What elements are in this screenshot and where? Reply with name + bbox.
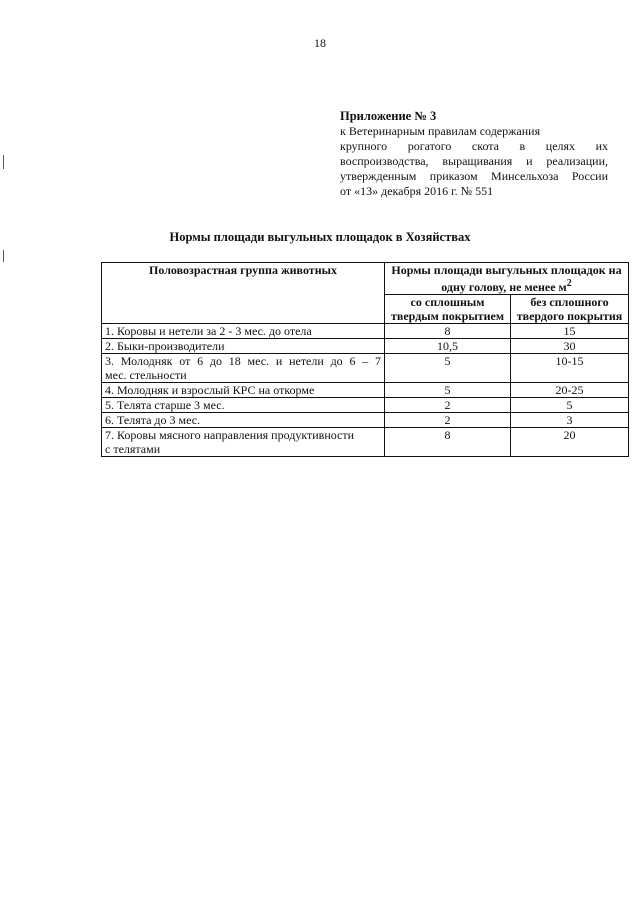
appendix-line-3: воспроизводства, выращивания и реализации, — [340, 154, 608, 168]
header-norms: Нормы площади выгульных площадок на одну голову, не менее $м^2$ — [385, 263, 629, 295]
row-7-nonsolid: 20 — [511, 428, 629, 457]
table-row — [102, 324, 629, 339]
header-solid: со сплошным твердым покрытием — [385, 295, 511, 324]
row-7-group — [102, 428, 385, 457]
page-number: 18 — [314, 36, 326, 50]
row-2-nonsolid: 30 — [511, 339, 629, 354]
row-3-nonsolid: 10-15 — [511, 354, 629, 383]
document-title: Нормы площади выгульных площадок в Хозяйствах — [169, 230, 471, 244]
row-7-group-line-2: с телятами — [105, 442, 161, 456]
row-5-nonsolid: 5 — [511, 398, 629, 413]
appendix-title: Приложение № 3 — [340, 109, 437, 123]
row-1-group: 1. Коровы и нетели за 2 - 3 мес. до отела — [102, 324, 385, 339]
table-row — [102, 428, 629, 457]
row-7-group-line-1: 7. Коровы мясного направления продуктивности — [105, 428, 355, 442]
row-1-solid: 8 — [385, 324, 511, 339]
table-row — [102, 339, 629, 354]
row-2-solid: 10,5 — [385, 339, 511, 354]
appendix-line-1: к Ветеринарным правилам содержания — [340, 124, 541, 138]
row-3-solid: 5 — [385, 354, 511, 383]
appendix-line-5: от «13» декабря 2016 г. № 551 — [340, 184, 494, 198]
row-6-solid: 2 — [385, 413, 511, 428]
row-6-group: 6. Телята до 3 мес. — [102, 413, 385, 428]
norms-table — [101, 262, 629, 457]
header-group: Половозрастная группа животных — [102, 263, 385, 324]
row-5-group: 5. Телята старше 3 мес. — [102, 398, 385, 413]
row-5-solid: 2 — [385, 398, 511, 413]
table-row — [102, 413, 629, 428]
scan-edge-mark — [3, 155, 4, 169]
table-row — [102, 354, 629, 383]
appendix-block — [340, 109, 608, 199]
row-7-solid: 8 — [385, 428, 511, 457]
table-row — [102, 398, 629, 413]
scan-edge-mark — [3, 250, 4, 262]
header-norms-superscript: 2 — [566, 278, 572, 289]
row-6-nonsolid: 3 — [511, 413, 629, 428]
row-3-group-line-1: 3. Молодняк от 6 до 18 мес. и нетели до 6 – 7 — [105, 354, 381, 368]
row-4-nonsolid: 20-25 — [511, 383, 629, 398]
row-2-group: 2. Быки-производители — [102, 339, 385, 354]
row-1-nonsolid: 15 — [511, 324, 629, 339]
table-row — [102, 383, 629, 398]
appendix-line-4: утвержденным приказом Минсельхоза России — [340, 169, 608, 183]
row-3-group-line-2: мес. стельности — [105, 368, 187, 382]
row-4-group: 4. Молодняк и взрослый КРС на откорме — [102, 383, 385, 398]
table-header-row-1 — [102, 263, 629, 295]
row-3-group — [102, 354, 385, 383]
appendix-line-2: крупного рогатого скота в целях их — [340, 139, 608, 153]
row-4-solid: 5 — [385, 383, 511, 398]
header-nonsolid: без сплошного твердого покрытия — [511, 295, 629, 324]
